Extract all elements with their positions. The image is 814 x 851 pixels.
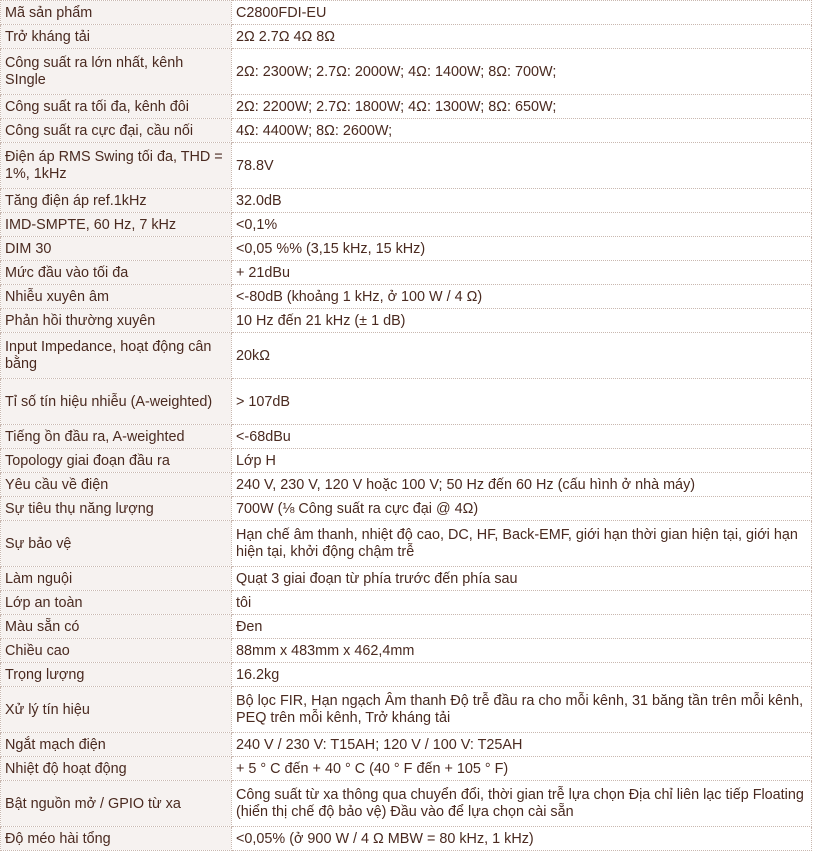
row-label: DIM 30	[1, 237, 232, 261]
row-value: 2Ω: 2300W; 2.7Ω: 2000W; 4Ω: 1400W; 8Ω: 700W;	[232, 49, 812, 95]
row-label: IMD-SMPTE, 60 Hz, 7 kHz	[1, 213, 232, 237]
table-row	[1, 615, 812, 639]
row-value: <0,05% (ở 900 W / 4 Ω MBW = 80 kHz, 1 kHz)	[232, 827, 812, 851]
row-label: Sự bảo vệ	[1, 521, 232, 567]
row-label: Ngắt mạch điện	[1, 733, 232, 757]
row-label: Trở kháng tải	[1, 25, 232, 49]
row-value: > 107dB	[232, 379, 812, 425]
row-label: Công suất ra lớn nhất, kênh SIngle	[1, 49, 232, 95]
row-label: Tăng điện áp ref.1kHz	[1, 189, 232, 213]
row-label: Mã sản phẩm	[1, 1, 232, 25]
row-label: Yêu cầu về điện	[1, 473, 232, 497]
row-label: Điện áp RMS Swing tối đa, THD = 1%, 1kHz	[1, 143, 232, 189]
row-value: 20kΩ	[232, 333, 812, 379]
row-label: Lớp an toàn	[1, 591, 232, 615]
table-row	[1, 143, 812, 189]
row-value: 700W (⅛ Công suất ra cực đại @ 4Ω)	[232, 497, 812, 521]
row-value: 4Ω: 4400W; 8Ω: 2600W;	[232, 119, 812, 143]
row-label: Làm nguội	[1, 567, 232, 591]
row-value: 240 V, 230 V, 120 V hoặc 100 V; 50 Hz đến 60 Hz (cấu hình ở nhà máy)	[232, 473, 812, 497]
row-value: Hạn chế âm thanh, nhiệt độ cao, DC, HF, Back-EMF, giới hạn thời gian hiện tại, giới hạn hiện tại, khởi động chậm trễ	[232, 521, 812, 567]
table-row	[1, 639, 812, 663]
row-value: Đen	[232, 615, 812, 639]
table-row	[1, 521, 812, 567]
row-value: <-68dBu	[232, 425, 812, 449]
table-row	[1, 473, 812, 497]
row-value: + 21dBu	[232, 261, 812, 285]
row-value: 240 V / 230 V: T15AH; 120 V / 100 V: T25AH	[232, 733, 812, 757]
row-label: Tỉ số tín hiệu nhiễu (A-weighted)	[1, 379, 232, 425]
table-row	[1, 591, 812, 615]
row-value: Công suất từ xa thông qua chuyển đổi, thời gian trễ lựa chọn Địa chỉ liên lạc tiếp Floating (hiển thị chế độ bảo vệ) Đầu vào để lựa chọn cài sẵn	[232, 781, 812, 827]
table-row	[1, 733, 812, 757]
row-value: + 5 ° C đến + 40 ° C (40 ° F đến + 105 ° F)	[232, 757, 812, 781]
row-value: 2Ω 2.7Ω 4Ω 8Ω	[232, 25, 812, 49]
table-row	[1, 95, 812, 119]
row-value: Quạt 3 giai đoạn từ phía trước đến phía sau	[232, 567, 812, 591]
table-row	[1, 1, 812, 25]
row-label: Mức đầu vào tối đa	[1, 261, 232, 285]
row-value: <-80dB (khoảng 1 kHz, ở 100 W / 4 Ω)	[232, 285, 812, 309]
row-value: 88mm x 483mm x 462,4mm	[232, 639, 812, 663]
row-label: Input Impedance, hoạt động cân bằng	[1, 333, 232, 379]
table-row	[1, 49, 812, 95]
table-row	[1, 663, 812, 687]
table-row	[1, 449, 812, 473]
row-label: Màu sẵn có	[1, 615, 232, 639]
row-value: <0,05 %% (3,15 kHz, 15 kHz)	[232, 237, 812, 261]
table-row	[1, 119, 812, 143]
row-label: Nhiễu xuyên âm	[1, 285, 232, 309]
row-value: 16.2kg	[232, 663, 812, 687]
table-row	[1, 285, 812, 309]
row-value: 78.8V	[232, 143, 812, 189]
table-row	[1, 827, 812, 851]
row-value: 32.0dB	[232, 189, 812, 213]
row-value: 2Ω: 2200W; 2.7Ω: 1800W; 4Ω: 1300W; 8Ω: 650W;	[232, 95, 812, 119]
table-row	[1, 333, 812, 379]
row-value: Lớp H	[232, 449, 812, 473]
row-label: Công suất ra tối đa, kênh đôi	[1, 95, 232, 119]
row-label: Chiều cao	[1, 639, 232, 663]
row-label: Sự tiêu thụ năng lượng	[1, 497, 232, 521]
table-row	[1, 567, 812, 591]
table-row	[1, 497, 812, 521]
row-label: Xử lý tín hiệu	[1, 687, 232, 733]
table-row	[1, 309, 812, 333]
table-row	[1, 379, 812, 425]
row-value: Bộ lọc FIR, Hạn ngạch Âm thanh Độ trễ đầu ra cho mỗi kênh, 31 băng tần trên mỗi kênh, PEQ trên mỗi kênh, Trở kháng tải	[232, 687, 812, 733]
row-value: <0,1%	[232, 213, 812, 237]
table-row	[1, 25, 812, 49]
row-label: Bật nguồn mở / GPIO từ xa	[1, 781, 232, 827]
row-label: Topology giai đoạn đầu ra	[1, 449, 232, 473]
table-row	[1, 213, 812, 237]
table-row	[1, 781, 812, 827]
row-value: C2800FDI-EU	[232, 1, 812, 25]
table-row	[1, 189, 812, 213]
row-label: Trọng lượng	[1, 663, 232, 687]
row-label: Công suất ra cực đại, cầu nối	[1, 119, 232, 143]
table-row	[1, 687, 812, 733]
table-row	[1, 757, 812, 781]
row-label: Phản hồi thường xuyên	[1, 309, 232, 333]
row-value: 10 Hz đến 21 kHz (± 1 dB)	[232, 309, 812, 333]
row-label: Độ méo hài tổng	[1, 827, 232, 851]
table-row	[1, 425, 812, 449]
row-label: Nhiệt độ hoạt động	[1, 757, 232, 781]
row-value: tôi	[232, 591, 812, 615]
table-row	[1, 237, 812, 261]
table-row	[1, 261, 812, 285]
row-label: Tiếng ồn đầu ra, A-weighted	[1, 425, 232, 449]
